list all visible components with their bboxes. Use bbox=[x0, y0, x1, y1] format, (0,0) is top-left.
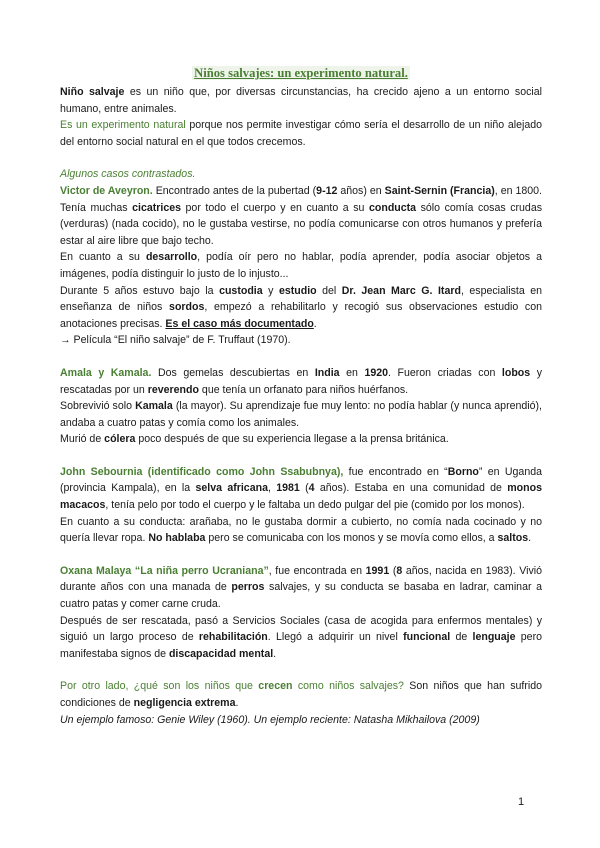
intro-paragraph-1: Niño salvaje es un niño que, por diversas circunstancias, ha crecido ajeno a un entorno social humano, entre animales. bbox=[60, 86, 542, 115]
oxana-paragraph-1: Oxana Malaya “La niña perro Ucraniana”, fue encontrada en 1991 (8 años, nacida en 1983). Vivió durante años con una manada de perros salvajes, y su conducta se basaba en ladrar, caminar a cuatro patas y comer carne cruda. bbox=[60, 564, 542, 611]
page-number: 1 bbox=[518, 796, 525, 808]
closing-paragraph: Por otro lado, ¿qué son los niños que crecen como niños salvajes? Son niños que han sufrido condiciones de negligencia extrema. bbox=[60, 680, 542, 709]
victor-paragraph-3: Durante 5 años estuvo bajo la custodia y estudio del Dr. Jean Marc G. Itard, especialista en enseñanza de niños sordos, empezó a rehabilitarlo y recogió sus observaciones estudio con anotaciones precisas. Es el caso más documentado. bbox=[60, 284, 543, 330]
john-paragraph-2: En cuanto a su conducta: arañaba, no le gustaba dormir a cubierto, no comía nada cocinado y no quería llevar ropa. No hablaba pero se comunicaba con los monos y se movía como ellos, a saltos. bbox=[60, 515, 542, 545]
victor-paragraph-2: En cuanto a su desarrollo, podía oír pero no hablar, podía aprender, podía asociar objetos a imágenes, podía distinguir lo justo de lo injusto... bbox=[60, 251, 542, 280]
page-title: Niños salvajes: un experimento natural. bbox=[194, 66, 408, 80]
victor-paragraph-1: Victor de Aveyron. Encontrado antes de la pubertad (9-12 años) en Saint-Sernin (Francia), en 1800. Tenía muchas cicatrices por todo el cuerpo y en cuanto a su conducta sólo comía cosas crudas (verduras) (nada cocido), no le gustaba vestirse, no podía comunicarse con otros humanos y prefería estar al aire libre que bajo techo. bbox=[60, 184, 543, 247]
john-paragraph-1: John Sebournia (identificado como John Ssabubnya), fue encontrado en “Borno” en Uganda (provincia Kampala), en la selva africana, 1981 (4 años). Estaba en una comunidad de monos macacos, tenía pelo por todo el cuerpo y le faltaba un dedo pulgar del pie (comido por los monos). bbox=[60, 465, 543, 512]
amala-paragraph-1: Amala y Kamala. Dos gemelas descubiertas en India en 1920. Fueron criadas con lobos y rescatadas por un reverendo que tenía un orfanato para niños huérfanos. bbox=[60, 366, 543, 396]
oxana-paragraph-2: Después de ser rescatada, pasó a Servicios Sociales (casa de acogida para enfermos mentales) y siguió un largo proceso de rehabilitación. Llegó a adquirir un nivel funcional de lenguaje pero manifestaba signos de discapacidad mental. bbox=[60, 614, 542, 660]
amala-paragraph-3: Murió de cólera poco después de que su experiencia llegase a la prensa británica. bbox=[60, 433, 449, 446]
victor-film-note: → Película “El niño salvaje” de F. Truffaut (1970). bbox=[60, 334, 291, 347]
cases-heading: Algunos casos contrastados. bbox=[60, 168, 196, 181]
intro-paragraph-2: Es un experimento natural porque nos permite investigar cómo sería el desarrollo de un niño alejado del entorno social natural en el que todos crecemos. bbox=[60, 119, 542, 148]
examples-note: Un ejemplo famoso: Genie Wiley (1960). Un ejemplo reciente: Natasha Mikhailova (2009) bbox=[60, 713, 480, 726]
document-page bbox=[60, 64, 542, 728]
amala-paragraph-2: Sobrevivió solo Kamala (la mayor). Su aprendizaje fue muy lento: no podía hablar (y nunca aprendió), andaba a cuatro patas y comía como los animales. bbox=[60, 400, 542, 429]
